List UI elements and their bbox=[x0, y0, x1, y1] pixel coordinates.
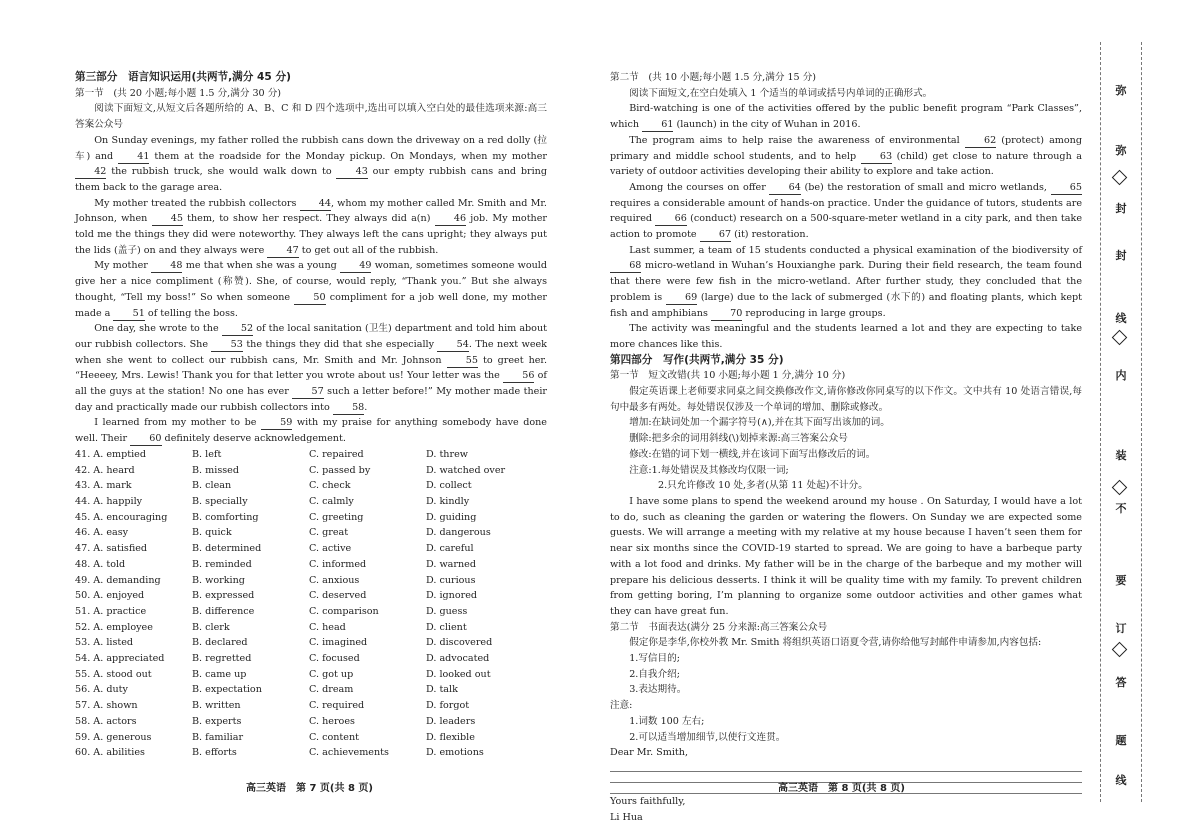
writing2-heading: 第二节 书面表达(满分 25 分来源:高三答案公众号 bbox=[610, 621, 828, 633]
option-choice: C. repaired bbox=[309, 448, 364, 460]
answer-blank: 51 bbox=[113, 308, 144, 321]
option-choice: B. came up bbox=[192, 668, 247, 680]
binding-char: 答 bbox=[1115, 676, 1127, 689]
option-choice: B. clean bbox=[192, 480, 232, 492]
option-choice: C. anxious bbox=[309, 574, 360, 586]
option-choice: D. warned bbox=[426, 558, 476, 570]
passage-text: of the local sanitation (卫生) department and told him about our rubbish collectors. She bbox=[75, 323, 547, 350]
answer-blank: 64 bbox=[769, 182, 800, 195]
option-choice: C. deserved bbox=[309, 590, 367, 602]
passage-text: of all the guys at the station! No one has ever bbox=[75, 370, 547, 398]
content-item: 2.自我介绍; bbox=[629, 668, 680, 680]
passage-text: with my praise for anything somebody have done well. Their bbox=[75, 417, 547, 445]
answer-blank: 70 bbox=[711, 308, 742, 321]
option-choice: D. collect bbox=[426, 480, 472, 492]
option-choice: D. watched over bbox=[426, 464, 506, 476]
option-choice: C. focused bbox=[309, 653, 360, 665]
option-choice: C. required bbox=[309, 700, 365, 712]
option-choice: D. dangerous bbox=[426, 527, 491, 539]
answer-blank: 45 bbox=[152, 213, 183, 226]
option-choice: 60. A. abilities bbox=[75, 747, 145, 759]
page-footer: 高三英语 第 7 页(共 8 页) bbox=[246, 783, 373, 794]
answer-blank: 65 bbox=[1051, 182, 1082, 195]
answer-blank: 60 bbox=[130, 433, 161, 446]
option-choice: 41. A. emptied bbox=[75, 448, 146, 460]
page-footer: 高三英语 第 8 页(共 8 页) bbox=[778, 783, 905, 794]
passage-paragraph bbox=[75, 415, 547, 446]
option-choice: C. content bbox=[309, 731, 359, 743]
option-choice: 55. A. stood out bbox=[75, 668, 152, 680]
option-choice: D. emotions bbox=[426, 747, 484, 759]
passage-text: The activity was meaningful and the students learned a lot and they are expecting to take more chances like this. bbox=[610, 323, 1082, 350]
option-choice: D. curious bbox=[426, 574, 476, 586]
passage-text: them at the roadside for the Monday pickup. On Mondays, when my mother bbox=[149, 150, 547, 162]
option-choice: C. great bbox=[309, 527, 349, 539]
signoff: Yours faithfully, bbox=[610, 795, 686, 807]
binding-char: 题 bbox=[1115, 734, 1127, 747]
answer-blank: 62 bbox=[965, 135, 996, 148]
option-choice: B. clerk bbox=[192, 621, 230, 633]
option-choice: C. passed by bbox=[309, 464, 371, 476]
option-choice: D. kindly bbox=[426, 495, 470, 507]
section1-instruction: 阅读下面短文,从短文后各题所给的 A、B、C 和 D 四个选项中,选出可以填入空白处的最佳选项来源:高三答案公众号 bbox=[75, 103, 547, 131]
binding-char: 弥 bbox=[1115, 84, 1127, 97]
option-choice: B. working bbox=[192, 574, 245, 586]
passage-paragraph bbox=[75, 321, 547, 415]
options-list bbox=[75, 447, 547, 761]
passage-text: My mother bbox=[94, 260, 152, 272]
writing1-heading: 第一节 短文改错(共 10 小题;每小题 1 分,满分 10 分) bbox=[610, 370, 846, 382]
passage-text: Among the courses on offer bbox=[629, 181, 770, 193]
binding-strip bbox=[1100, 42, 1142, 802]
option-choice: B. specially bbox=[192, 495, 248, 507]
answer-blank: 69 bbox=[666, 292, 697, 305]
option-choice: D. talk bbox=[426, 684, 458, 696]
answer-blank: 55 bbox=[447, 355, 478, 368]
passage-paragraph bbox=[75, 258, 547, 321]
answer-blank: 54 bbox=[437, 339, 468, 352]
content-item: 1.写信目的; bbox=[629, 653, 680, 665]
binding-char: 装 bbox=[1115, 449, 1127, 462]
option-choice: 49. A. demanding bbox=[75, 574, 161, 586]
passage-paragraph bbox=[610, 133, 1082, 180]
option-choice: 56. A. duty bbox=[75, 684, 128, 696]
binding-char: 封 bbox=[1115, 202, 1127, 215]
diamond-icon bbox=[1112, 330, 1128, 346]
option-choice: B. familiar bbox=[192, 731, 244, 743]
writing1-instruction: 假定英语课上老师要求同桌之间交换修改作文,请你修改你同桌写的以下作文。文中共有 10 处语言错误,每句中最多有两处。每处错误仅涉及一个单词的增加、删除或修改。 bbox=[610, 386, 1082, 413]
option-choice: D. ignored bbox=[426, 590, 478, 602]
passage-text: (child) get close to nature through a variety of outdoor activities developing their ability to explore and take action. bbox=[610, 150, 1082, 178]
note-item: 2.可以适当增加细节,以使行文连贯。 bbox=[629, 731, 786, 743]
answer-blank: 58 bbox=[333, 402, 364, 415]
option-row bbox=[75, 525, 547, 541]
content-item: 3.表达期待。 bbox=[629, 684, 687, 696]
passage-text: I learned from my mother to be bbox=[94, 417, 261, 429]
option-row bbox=[75, 682, 547, 698]
passage-text: Last summer, a team of 15 students conducted a physical examination of the biodiversity of bbox=[629, 244, 1082, 256]
passage-text: (conduct) research on a 500-square-meter wetland in a city park, and then take action to promote bbox=[610, 213, 1082, 241]
answer-blank: 63 bbox=[861, 151, 892, 164]
option-choice: D. guess bbox=[426, 605, 468, 617]
option-choice: B. reminded bbox=[192, 558, 252, 570]
passage-text: the rubbish truck, she would walk down to bbox=[106, 166, 337, 178]
passage-text: On Sunday evenings, my father rolled the rubbish cans down the driveway on a red dolly (拉车) and bbox=[75, 134, 547, 162]
answer-blank: 56 bbox=[503, 370, 534, 383]
passage-paragraph bbox=[610, 180, 1082, 243]
passage-text: (it) restoration. bbox=[731, 229, 809, 241]
section2-instruction: 阅读下面短文,在空白处填入 1 个适当的单词或括号内单词的正确形式。 bbox=[629, 87, 933, 99]
binding-char: 内 bbox=[1115, 369, 1127, 382]
option-choice: D. client bbox=[426, 621, 467, 633]
essay-to-correct: I have some plans to spend the weekend around my house . On Saturday, I would have a lot to do, such as cleaning the garden or watering the flowers. On Sunday we are expected some guests. We will arrange a meeting with my relative at my house because I haven’t seen them for near six months since the COVID-19 started to spread. We are going to have a barbeque party with a lot food and drinks. My father will be in the charge of the barbeque and my mother will prepare his delicious desserts. I think it will be quality time with my family. To prevent children from getting boring, I’m planning to organize some outdoor activities and other games what they can have great fun. bbox=[610, 495, 1082, 617]
right-column bbox=[610, 70, 1082, 825]
answer-blank: 66 bbox=[655, 213, 686, 226]
option-choice: C. head bbox=[309, 621, 346, 633]
part3-heading: 第三部分 语言知识运用(共两节,满分 45 分) bbox=[75, 71, 291, 83]
writing1-rule-modify: 修改:在错的词下划一横线,并在该词下面写出修改后的词。 bbox=[629, 448, 876, 460]
passage-text: compliment for a job well done, my mother made a bbox=[75, 291, 547, 319]
passage-text: to get out all of the rubbish. bbox=[298, 244, 439, 256]
writing2-prompt: 假定你是李华,你校外教 Mr. Smith 将组织英语口语夏令营,请你给他写封邮件申请参加,内容包括: bbox=[629, 637, 1042, 649]
option-choice: B. regretted bbox=[192, 653, 252, 665]
option-row bbox=[75, 620, 547, 636]
option-choice: B. declared bbox=[192, 637, 248, 649]
grammar-fill-passage bbox=[610, 101, 1082, 352]
option-choice: 43. A. mark bbox=[75, 480, 132, 492]
salutation: Dear Mr. Smith, bbox=[610, 747, 689, 759]
option-choice: 44. A. happily bbox=[75, 495, 143, 507]
option-choice: B. comforting bbox=[192, 511, 259, 523]
option-choice: D. forgot bbox=[426, 700, 470, 712]
passage-text: reproducing in large groups. bbox=[742, 307, 886, 319]
passage-text: (be) the restoration of small and micro wetlands, bbox=[800, 181, 1051, 193]
passage-text: . The next week when she went to collect our rubbish cans, Mr. Smith and Mr. Johnson bbox=[75, 338, 547, 366]
signature: Li Hua bbox=[610, 811, 643, 823]
answer-blank: 46 bbox=[435, 213, 466, 226]
section2-heading: 第二节 (共 10 小题;每小题 1.5 分,满分 15 分) bbox=[610, 72, 817, 83]
left-column bbox=[75, 70, 547, 761]
answer-blank: 53 bbox=[211, 339, 242, 352]
option-choice: C. comparison bbox=[309, 605, 379, 617]
option-row bbox=[75, 651, 547, 667]
passage-text: definitely deserve acknowledgement. bbox=[161, 433, 346, 445]
option-choice: D. leaders bbox=[426, 715, 476, 727]
option-choice: B. efforts bbox=[192, 747, 237, 759]
option-row bbox=[75, 714, 547, 730]
option-choice: B. determined bbox=[192, 543, 262, 555]
passage-paragraph bbox=[75, 133, 547, 196]
passage-paragraph bbox=[75, 196, 547, 259]
answer-blank: 52 bbox=[222, 323, 253, 336]
passage-text: job. My mother told me the things they did were noteworthy. They always left the cans upright; they always put the lids (盖子) on and they always were bbox=[75, 213, 547, 256]
writing1-rule-add: 增加:在缺词处加一个漏字符号(∧),并在其下面写出该加的词。 bbox=[629, 417, 890, 429]
option-choice: C. active bbox=[309, 543, 352, 555]
option-row bbox=[75, 635, 547, 651]
option-choice: 51. A. practice bbox=[75, 605, 147, 617]
option-choice: 46. A. easy bbox=[75, 527, 129, 539]
passage-paragraph bbox=[610, 321, 1082, 352]
passage-text: me that when she was a young bbox=[182, 260, 341, 272]
diamond-icon bbox=[1112, 170, 1128, 186]
writing1-rule-delete: 删除:把多余的词用斜线(\)划掉来源:高三答案公众号 bbox=[629, 433, 848, 445]
option-choice: B. expectation bbox=[192, 684, 262, 696]
option-row bbox=[75, 698, 547, 714]
diamond-icon bbox=[1112, 480, 1128, 496]
answer-blank: 44 bbox=[300, 198, 331, 211]
passage-text: them, to show her respect. They always did a(n) bbox=[182, 213, 435, 225]
passage-text: . bbox=[364, 401, 368, 413]
option-choice: D. discovered bbox=[426, 637, 493, 649]
option-choice: 42. A. heard bbox=[75, 464, 135, 476]
notes-label: 注意: bbox=[610, 700, 633, 712]
option-choice: 45. A. encouraging bbox=[75, 511, 168, 523]
binding-char: 订 bbox=[1115, 622, 1127, 635]
option-choice: D. careful bbox=[426, 543, 474, 555]
option-choice: C. heroes bbox=[309, 715, 355, 727]
option-choice: 47. A. satisfied bbox=[75, 543, 148, 555]
passage-text: such a letter before!” My mother made their day and practically made our rubbish collectors into bbox=[75, 386, 547, 413]
passage-text: , whom my mother called Mr. Smith and Mr. Johnson, when bbox=[75, 197, 547, 225]
option-row bbox=[75, 588, 547, 604]
binding-char: 线 bbox=[1115, 312, 1127, 325]
passage-paragraph bbox=[610, 101, 1082, 132]
binding-char: 要 bbox=[1115, 574, 1127, 587]
option-choice: 53. A. listed bbox=[75, 637, 134, 649]
option-choice: C. informed bbox=[309, 558, 367, 570]
option-choice: 52. A. employee bbox=[75, 621, 153, 633]
passage-text: (large) due to the lack of submerged (水下的) and floating plants, which kept fish and amphibians bbox=[610, 291, 1082, 319]
option-choice: C. check bbox=[309, 480, 351, 492]
passage-text: (protect) among primary and middle school students, and to help bbox=[610, 134, 1083, 162]
passage-text: requires a considerable amount of hands-on practice. Under the guidance of tutors, students are required bbox=[610, 197, 1082, 225]
option-choice: B. missed bbox=[192, 464, 239, 476]
answer-blank: 43 bbox=[336, 166, 367, 179]
answer-blank: 68 bbox=[610, 260, 641, 273]
part4-heading: 第四部分 写作(共两节,满分 35 分) bbox=[610, 353, 784, 366]
answer-blank: 47 bbox=[267, 245, 298, 258]
binding-char: 不 bbox=[1115, 502, 1127, 515]
writing1-note-1: 注意:1.每处错误及其修改均仅限一词; bbox=[629, 464, 789, 476]
option-choice: C. imagined bbox=[309, 637, 368, 649]
option-row bbox=[75, 494, 547, 510]
passage-text: One day, she wrote to the bbox=[94, 323, 222, 335]
option-choice: D. looked out bbox=[426, 668, 491, 680]
option-choice: 48. A. told bbox=[75, 558, 126, 570]
option-choice: D. advocated bbox=[426, 653, 490, 665]
option-choice: C. achievements bbox=[309, 747, 389, 759]
option-choice: B. difference bbox=[192, 605, 255, 617]
option-row bbox=[75, 745, 547, 761]
diamond-icon bbox=[1112, 642, 1128, 658]
option-choice: B. written bbox=[192, 700, 241, 712]
option-choice: C. calmly bbox=[309, 495, 354, 507]
option-choice: C. dream bbox=[309, 684, 354, 696]
option-choice: C. greeting bbox=[309, 511, 364, 523]
answer-blank: 67 bbox=[700, 229, 731, 242]
option-choice: D. threw bbox=[426, 448, 468, 460]
option-row bbox=[75, 730, 547, 746]
option-row bbox=[75, 510, 547, 526]
option-choice: B. expressed bbox=[192, 590, 255, 602]
page-8 bbox=[600, 0, 1100, 838]
passage-text: (launch) in the city of Wuhan in 2016. bbox=[673, 119, 861, 131]
passage-text: our empty rubbish cans and bring them back to the garage area. bbox=[75, 166, 548, 193]
option-row bbox=[75, 667, 547, 683]
answer-blank: 61 bbox=[642, 119, 673, 132]
writing1-note-2: 2.只允许修改 10 处,多者(从第 11 处起)不计分。 bbox=[658, 480, 868, 492]
option-row bbox=[75, 557, 547, 573]
option-choice: B. quick bbox=[192, 527, 232, 539]
section1-heading: 第一节 (共 20 小题;每小题 1.5 分,满分 30 分) bbox=[75, 87, 282, 99]
passage-text: The program aims to help raise the awareness of environmental bbox=[629, 134, 965, 146]
answer-blank: 41 bbox=[118, 151, 149, 164]
answer-blank: 50 bbox=[294, 292, 325, 305]
option-choice: D. guiding bbox=[426, 511, 477, 523]
option-choice: 57. A. shown bbox=[75, 700, 138, 712]
passage-text: to greet her. “Heeeey, Mrs. Lewis! Thank you for that letter you wrote about us! Your letter was the bbox=[75, 354, 548, 382]
passage-text: My mother treated the rubbish collectors bbox=[94, 197, 300, 209]
option-choice: D. flexible bbox=[426, 731, 475, 743]
cloze-passage bbox=[75, 133, 547, 447]
passage-text: woman, sometimes someone would give her a nice compliment (称赞). She, of course, would reply, “Thank you.” But she always thought, “Tell my boss!” So when someone bbox=[75, 260, 548, 303]
binding-char: 线 bbox=[1115, 774, 1127, 787]
passage-text: micro-wetland in Wuhan’s Houxianghe park. During their field research, the team found that there were few fish in the micro-wetland. After further study, they concluded that the problem is bbox=[610, 260, 1082, 303]
option-choice: 50. A. enjoyed bbox=[75, 590, 145, 602]
option-row bbox=[75, 541, 547, 557]
answer-blank: 49 bbox=[340, 260, 371, 273]
option-row bbox=[75, 447, 547, 463]
option-row bbox=[75, 463, 547, 479]
passage-paragraph bbox=[610, 243, 1082, 322]
option-choice: C. got up bbox=[309, 668, 354, 680]
note-item: 1.词数 100 左右; bbox=[629, 715, 705, 727]
passage-text: Bird-watching is one of the activities offered by the public benefit program “Park Classes”, which bbox=[610, 103, 1082, 131]
answer-blank: 42 bbox=[75, 166, 106, 179]
option-row bbox=[75, 478, 547, 494]
answer-blank: 59 bbox=[261, 417, 292, 430]
option-choice: 54. A. appreciated bbox=[75, 653, 165, 665]
passage-text: of telling the boss. bbox=[144, 307, 238, 319]
passage-text: the things they did that she especially bbox=[242, 338, 438, 350]
answer-blank: 57 bbox=[292, 386, 323, 399]
binding-char: 弥 bbox=[1115, 144, 1127, 157]
option-choice: 58. A. actors bbox=[75, 715, 137, 727]
option-choice: B. experts bbox=[192, 715, 242, 727]
answer-blank: 48 bbox=[151, 260, 182, 273]
option-row bbox=[75, 573, 547, 589]
option-choice: 59. A. generous bbox=[75, 731, 152, 743]
answer-line bbox=[610, 761, 1082, 772]
option-choice: B. left bbox=[192, 448, 222, 460]
option-row bbox=[75, 604, 547, 620]
binding-char: 封 bbox=[1115, 249, 1127, 262]
